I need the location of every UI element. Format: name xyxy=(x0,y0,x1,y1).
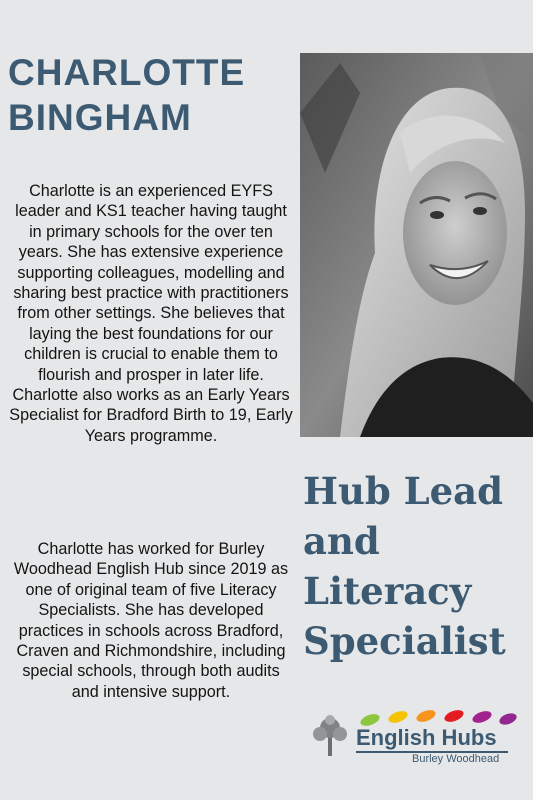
profile-photo xyxy=(300,53,533,437)
name-line-first: CHARLOTTE xyxy=(8,52,246,93)
role-line-2: and xyxy=(303,519,380,563)
portrait-image xyxy=(300,53,533,437)
logo-title: English Hubs xyxy=(356,725,497,750)
tree-logo-icon xyxy=(310,714,350,758)
role-line-1: Hub Lead xyxy=(303,469,504,513)
role-line-4: Specialist xyxy=(303,619,506,663)
bio-paragraph-1: Charlotte is an experienced EYFS leader and KS1 teacher having taught in primary schools for the over ten years. She has extensive experience supporting colleagues, modelling and sharing best practice with practitioners from other settings. She believes that laying the best foundations for our children is crucial to enable them to flourish and prosper in later life. Charlotte also works as an Early Years Specialist for Bradford Birth to 19, Early Years programme. xyxy=(9,182,293,445)
name-line-last: BINGHAM xyxy=(8,97,192,138)
role-line-3: Literacy xyxy=(303,569,472,613)
person-name xyxy=(8,50,298,140)
role-title xyxy=(303,466,531,666)
english-hubs-logo xyxy=(310,708,520,774)
logo-subtitle: Burley Woodhead xyxy=(412,753,500,765)
bio-paragraph-2: Charlotte has worked for Burley Woodhead English Hub since 2019 as one of original team of five Literacy Specialists. She has developed practices in schools across Bradford, Craven and Richmondshire, including special schools, through both audits and intensive support. xyxy=(13,540,289,701)
